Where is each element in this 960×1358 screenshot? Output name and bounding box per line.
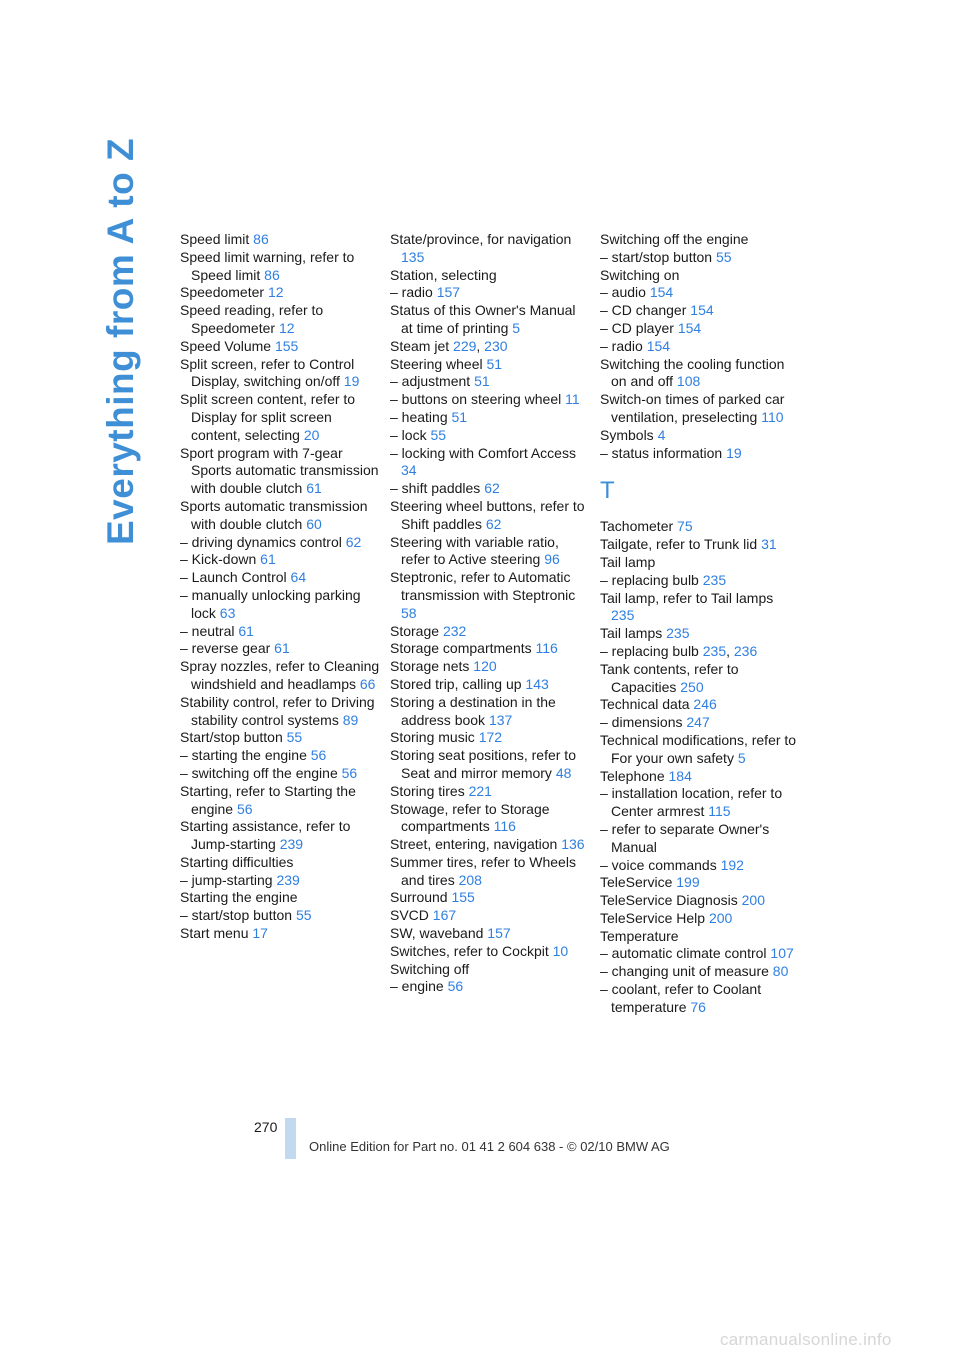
index-entry-text: Split screen content, refer to Display for split screen content, selecting: [180, 391, 356, 443]
index-entry-text: – refer to separate Owner's Manual: [600, 820, 770, 855]
index-entry-text: Sport program with 7-gear Sports automatic transmission with double clutch: [180, 444, 379, 497]
page-reference-link[interactable]: 116: [493, 818, 516, 835]
page-reference-link[interactable]: 229: [453, 337, 477, 354]
section-letter: T: [600, 477, 615, 505]
index-entry: [600, 427, 800, 445]
page-reference-link[interactable]: 48: [555, 764, 572, 781]
index-entry-text: Temperature: [600, 927, 679, 944]
index-entry-text: Starting, refer to Starting the engine: [180, 782, 356, 817]
index-entry-text: – jump-starting: [180, 871, 273, 888]
index-entry-text: Speedometer: [180, 284, 265, 301]
index-entry: [390, 889, 590, 907]
index-entry: [600, 231, 800, 249]
page-reference-link[interactable]: 200: [708, 909, 733, 926]
page-reference-link[interactable]: 246: [693, 696, 717, 713]
index-entry: [600, 714, 800, 732]
index-entry-text: – CD changer: [600, 302, 687, 319]
index-entry-text: TeleService Help: [600, 909, 706, 926]
page-reference-link[interactable]: 155: [451, 889, 475, 906]
index-entry-text: Starting difficulties: [180, 853, 294, 870]
page-reference-link[interactable]: 61: [260, 551, 276, 568]
index-entry-text: Tail lamps: [600, 625, 663, 642]
page-reference-link[interactable]: 63: [219, 604, 236, 621]
index-entry: [390, 658, 590, 676]
index-entry-text: – automatic climate control: [600, 945, 767, 962]
page-reference-link[interactable]: 108: [676, 373, 701, 390]
index-entry: [180, 925, 380, 943]
index-entry: [390, 409, 590, 427]
index-entry-text: Storing music: [390, 729, 475, 746]
page-reference-link[interactable]: 208: [458, 871, 482, 888]
index-entry-text: Surround: [390, 889, 448, 906]
index-entry: [390, 925, 590, 943]
page-reference-link[interactable]: 230: [484, 337, 508, 354]
index-entry: [600, 572, 800, 590]
index-entry-text: – start/stop button: [180, 907, 293, 924]
page-reference-link[interactable]: 154: [649, 284, 674, 301]
watermark: carmanualsonline.info: [720, 1330, 892, 1349]
index-entry: [180, 231, 380, 249]
index-entry-text: Switches, refer to Cockpit: [390, 942, 549, 959]
page-reference-link[interactable]: 86: [264, 266, 280, 283]
index-entry-text: Tank contents, refer to Capacities: [600, 660, 739, 695]
page-reference-link[interactable]: 55: [715, 248, 732, 265]
page-reference-link[interactable]: 221: [468, 782, 492, 799]
page-reference-link[interactable]: 232: [442, 622, 467, 639]
page-reference-link[interactable]: 51: [474, 373, 490, 390]
index-entry: [180, 747, 380, 765]
index-entry-text: – shift paddles: [390, 480, 481, 497]
page-reference-link[interactable]: 56: [341, 764, 358, 781]
page-reference-link[interactable]: 12: [278, 319, 295, 336]
page-reference-link[interactable]: 51: [451, 408, 468, 425]
page-reference-link[interactable]: 17: [252, 925, 268, 942]
page-reference-link[interactable]: 120: [473, 658, 497, 675]
index-entry: [390, 534, 590, 570]
index-entry-text: Tailgate, refer to Trunk lid: [600, 536, 758, 553]
index-entry-text: Tail lamp, refer to Tail lamps: [600, 589, 774, 606]
index-entry-text: SVCD: [390, 907, 429, 924]
page-reference-link[interactable]: 239: [276, 871, 300, 888]
index-entry: [390, 373, 590, 391]
page-reference-link[interactable]: 55: [286, 729, 303, 746]
page-reference-link[interactable]: 19: [726, 444, 742, 461]
index-entry-text: Split screen, refer to Control Display, switching on/off: [180, 355, 355, 390]
index-entry-text: State/province, for navigation: [390, 231, 572, 247]
page-reference-link[interactable]: 143: [525, 675, 549, 692]
index-entry-text: TeleService Diagnosis: [600, 892, 738, 909]
page-reference-link[interactable]: 107: [770, 945, 794, 962]
page-reference-link[interactable]: 11: [565, 391, 580, 408]
page-reference-link[interactable]: 31: [761, 536, 777, 553]
index-entry-text: – CD player: [600, 319, 674, 336]
page-number: 270: [254, 1119, 278, 1135]
footer-accent-bar: [285, 1118, 296, 1159]
page-reference-link[interactable]: 250: [680, 678, 704, 695]
index-entry: [180, 534, 380, 552]
index-entry-text: – switching off the engine: [180, 764, 338, 781]
page-reference-link[interactable]: 12: [267, 284, 284, 301]
page-reference-link[interactable]: 60: [306, 515, 322, 532]
page-reference-link[interactable]: 80: [772, 963, 789, 980]
index-entry-text: – engine: [390, 978, 444, 995]
index-entry-text: Steam jet: [390, 337, 450, 354]
page-reference-link[interactable]: 247: [686, 714, 710, 731]
page-reference-link[interactable]: 66: [359, 675, 376, 692]
page-reference-link[interactable]: 235: [702, 571, 727, 588]
index-entry-text: Storage nets: [390, 658, 470, 675]
index-entry: [180, 249, 380, 285]
index-entry: [600, 928, 800, 946]
index-entry: [180, 818, 380, 854]
index-entry: [600, 785, 800, 821]
index-entry: [180, 658, 380, 694]
index-entry: [600, 963, 800, 981]
index-entry: [390, 231, 590, 267]
index-entry-text: Sports automatic transmission with double clutch: [180, 497, 368, 532]
index-entry-text: Storing tires: [390, 782, 465, 799]
index-entry-text: – installation location, refer to Center armrest: [600, 785, 783, 820]
index-entry-text: Telephone: [600, 767, 665, 784]
index-entry-text: Switching the cooling function on and off: [600, 355, 785, 390]
index-entry-text: Starting assistance, refer to Jump-starting: [180, 818, 351, 853]
index-entry-text: – dimensions: [600, 714, 683, 731]
index-entry-text: – reverse gear: [180, 640, 271, 657]
index-entry-text: Switch-on times of parked car ventilation, preselecting: [600, 391, 785, 425]
page-reference-link[interactable]: 5: [512, 319, 521, 336]
index-entry: [390, 302, 590, 338]
index-entry-text: Storing a destination in the address book: [390, 693, 556, 728]
page-reference-link[interactable]: 61: [274, 640, 290, 657]
page-reference-link[interactable]: 167: [432, 907, 457, 924]
index-entry: [600, 320, 800, 338]
index-entry: [390, 943, 590, 961]
index-entry: [600, 302, 800, 320]
page-reference-link[interactable]: 200: [741, 892, 765, 909]
index-entry: [390, 480, 590, 498]
index-entry-text: Switching off: [390, 960, 470, 977]
page-reference-link[interactable]: 55: [295, 907, 312, 924]
index-entry: [390, 783, 590, 801]
index-entry: [180, 445, 380, 498]
index-entry: [600, 892, 800, 910]
index-entry-text: – lock: [390, 426, 427, 443]
index-entry-text: Technical modifications, refer to For your own safety: [600, 731, 797, 766]
index-entry: [390, 427, 590, 445]
page-reference-link[interactable]: 56: [236, 800, 253, 817]
page-reference-link[interactable]: 75: [677, 518, 693, 535]
index-entry-text: Tachometer: [600, 518, 674, 535]
index-entry: [600, 981, 800, 1017]
index-entry: – replacing bulb 235, 236: [600, 642, 758, 659]
index-entry-text: Speed limit warning, refer to Speed limit: [180, 248, 355, 283]
index-entry-text: Starting the engine: [180, 889, 298, 906]
index-entry-text: Spray nozzles, refer to Cleaning windshield and headlamps: [180, 658, 380, 692]
index-entry-text: Summer tires, refer to Wheels and tires: [390, 853, 576, 888]
page-reference-link[interactable]: 56: [310, 747, 327, 764]
index-entry: [180, 391, 380, 444]
index-entry-text: Stability control, refer to Driving stability control systems: [180, 693, 375, 728]
index-entry: [600, 356, 800, 392]
index-entry-text: – Launch Control: [180, 569, 287, 586]
index-entry-text: Speed Volume: [180, 337, 272, 354]
index-entry: [390, 978, 590, 996]
footer-edition-text: Online Edition for Part no. 01 41 2 604 638 - © 02/10 BMW AG: [309, 1139, 670, 1154]
index-entry-text: Stowage, refer to Storage compartments: [390, 800, 550, 835]
page-reference-link[interactable]: 56: [447, 978, 464, 995]
index-entry: [390, 961, 590, 979]
page-reference-link[interactable]: 76: [690, 998, 706, 1015]
index-entry: [180, 783, 380, 819]
page-reference-link[interactable]: 192: [720, 856, 744, 873]
page-reference-link[interactable]: 184: [668, 767, 692, 784]
index-entry: [390, 747, 590, 783]
index-entry: [600, 518, 800, 536]
index-entry: [180, 587, 380, 623]
page-reference-link[interactable]: 136: [561, 836, 585, 853]
page-reference-link[interactable]: 115: [708, 803, 731, 820]
index-entry-text: Status of this Owner's Manual at time of printing: [390, 302, 576, 336]
page-reference-link[interactable]: 199: [676, 874, 700, 891]
page-reference-link[interactable]: 236: [733, 642, 758, 659]
index-entry: [600, 590, 800, 626]
index-entry: [180, 338, 380, 356]
index-entry-text: Technical data: [600, 696, 690, 713]
page-reference-link[interactable]: 61: [306, 480, 322, 497]
index-entry-text: Speed reading, refer to Speedometer: [180, 302, 324, 336]
index-entry-text: Storage compartments: [390, 640, 532, 657]
index-entry: [600, 267, 800, 285]
index-entry: [600, 857, 800, 875]
index-entry: [600, 732, 800, 768]
index-entry: [600, 874, 800, 892]
index-entry-text: – locking with Comfort Access: [390, 444, 576, 461]
page-reference-link[interactable]: 19: [343, 373, 360, 390]
index-entry: [180, 854, 380, 872]
page-reference-link[interactable]: 55: [430, 426, 447, 443]
index-entry: [180, 569, 380, 587]
index-entry: [600, 338, 800, 356]
index-entry: [390, 854, 590, 890]
index-entry: [390, 267, 590, 285]
page-reference-link[interactable]: 154: [690, 302, 714, 319]
page-reference-link[interactable]: 137: [488, 711, 513, 728]
page-reference-link[interactable]: 235: [611, 607, 635, 624]
index-entry-text: – driving dynamics control: [180, 533, 342, 550]
index-entry: [180, 765, 380, 783]
page-reference-link[interactable]: 172: [478, 729, 503, 746]
index-entry: [390, 356, 590, 374]
index-entry-text: Steering wheel: [390, 355, 483, 372]
index-entry: [180, 302, 380, 338]
index-entry: [390, 694, 590, 730]
index-entry-text: – coolant, refer to Coolant temperature: [600, 981, 762, 1015]
page-reference-link[interactable]: 62: [484, 480, 500, 497]
index-entry-text: Steptronic, refer to Automatic transmission with Steptronic: [390, 569, 576, 603]
index-entry: [600, 536, 800, 554]
index-entry-text: – audio: [600, 284, 646, 301]
index-entry-text: Station, selecting: [390, 266, 497, 283]
index-entry-text: – status information: [600, 444, 723, 461]
index-entry: [390, 623, 590, 641]
index-entry-text: – neutral: [180, 622, 235, 639]
index-entry-text: – changing unit of measure: [600, 963, 769, 980]
index-entry-text: Switching off the engine: [600, 231, 749, 247]
index-entry-text: – voice commands: [600, 856, 717, 873]
page-reference-link[interactable]: 110: [761, 408, 784, 425]
index-column-3: [600, 231, 800, 1017]
index-entry-text: – Kick-down: [180, 551, 257, 568]
index-entry: [600, 768, 800, 786]
index-entry: [390, 391, 590, 409]
page-reference-link[interactable]: 62: [345, 533, 362, 550]
index-entry: [180, 284, 380, 302]
index-entry-text: Steering with variable ratio, refer to Active steering: [390, 533, 559, 568]
page-reference-link[interactable]: 89: [342, 711, 359, 728]
page-reference-link[interactable]: 86: [253, 231, 269, 247]
index-entry-text: Stored trip, calling up: [390, 675, 522, 692]
index-column-2: [390, 231, 590, 996]
index-entry-text: Start/stop button: [180, 729, 283, 746]
page-reference-link[interactable]: 20: [303, 426, 320, 443]
index-entry: [390, 569, 590, 622]
page-reference-link[interactable]: 154: [677, 319, 702, 336]
index-entry-text: Switching on: [600, 266, 680, 283]
index-column-1: [180, 231, 380, 943]
index-entry: [180, 907, 380, 925]
page-reference-link[interactable]: 58: [401, 604, 417, 621]
page-reference-link[interactable]: 96: [544, 551, 560, 568]
index-entry: [600, 625, 800, 643]
index-entry-text: – heating: [390, 408, 448, 425]
index-entry-text: – radio: [390, 284, 433, 301]
index-entry: [390, 498, 590, 534]
page-reference-link[interactable]: 62: [485, 515, 502, 532]
page-reference-link[interactable]: 157: [487, 925, 511, 942]
index-entry: [390, 907, 590, 925]
index-entry: [180, 872, 380, 890]
page-reference-link[interactable]: 5: [737, 749, 746, 766]
index-entry: Steam jet 229, 230: [390, 337, 508, 354]
index-entry-text: Street, entering, navigation: [390, 836, 558, 853]
index-entry: [390, 729, 590, 747]
index-entry-text: – manually unlocking parking lock: [180, 586, 361, 621]
page-reference-link[interactable]: 154: [646, 337, 671, 354]
index-entry: [390, 640, 590, 658]
index-entry: [390, 836, 590, 854]
index-entry: [390, 676, 590, 694]
page-reference-link[interactable]: 4: [657, 426, 666, 443]
index-entry-text: – radio: [600, 337, 643, 354]
index-entry-text: – starting the engine: [180, 747, 307, 764]
page-reference-link[interactable]: 135: [401, 248, 425, 265]
index-entry: [180, 356, 380, 392]
index-entry: [180, 551, 380, 569]
index-entry: [390, 801, 590, 837]
index-entry-text: TeleService: [600, 874, 673, 891]
page-reference-link[interactable]: 157: [436, 284, 461, 301]
index-entry: [600, 945, 800, 963]
index-entry-text: Tail lamp: [600, 553, 656, 570]
page-reference-link[interactable]: 155: [274, 337, 299, 354]
index-entry: [600, 249, 800, 267]
page-reference-link[interactable]: 34: [401, 462, 417, 479]
index-entry: [180, 640, 380, 658]
index-entry: [600, 910, 800, 928]
index-entry-text: – replacing bulb: [600, 642, 699, 659]
index-entry: [390, 445, 590, 481]
index-entry: [600, 554, 800, 572]
page-reference-link[interactable]: 61: [238, 622, 254, 639]
index-entry-text: – buttons on steering wheel: [390, 391, 562, 408]
index-entry: [600, 821, 800, 857]
index-entry-text: Symbols: [600, 426, 654, 443]
page-reference-link[interactable]: 116: [535, 640, 558, 657]
index-entry: [180, 729, 380, 747]
index-entry: [180, 623, 380, 641]
index-entry-text: SW, waveband: [390, 925, 484, 942]
index-entry: [600, 391, 800, 427]
index-entry: [390, 284, 590, 302]
index-entry-text: Start menu: [180, 925, 249, 942]
page-reference-link[interactable]: 239: [279, 836, 304, 853]
page-reference-link[interactable]: 235: [702, 642, 727, 659]
index-entry: [600, 445, 800, 463]
page-reference-link[interactable]: 10: [552, 942, 569, 959]
index-entry-text: – start/stop button: [600, 248, 713, 265]
page-reference-link[interactable]: 51: [486, 355, 503, 372]
page-reference-link[interactable]: 235: [666, 625, 690, 642]
page-reference-link[interactable]: 64: [290, 569, 307, 586]
index-entry-text: – replacing bulb: [600, 571, 699, 588]
index-entry: [600, 696, 800, 714]
index-entry-text: – adjustment: [390, 373, 471, 390]
index-entry: [180, 498, 380, 534]
side-section-title: Everything from A to Z: [100, 137, 141, 545]
index-entry-text: Storage: [390, 622, 440, 639]
index-entry-text: Storing seat positions, refer to Seat and mirror memory: [390, 747, 576, 781]
index-entry: [180, 889, 380, 907]
index-entry-text: Steering wheel buttons, refer to Shift paddles: [390, 497, 585, 532]
index-entry: [180, 694, 380, 730]
index-entry-text: Speed limit: [180, 231, 250, 247]
index-entry: [600, 284, 800, 302]
index-entry: [600, 661, 800, 697]
